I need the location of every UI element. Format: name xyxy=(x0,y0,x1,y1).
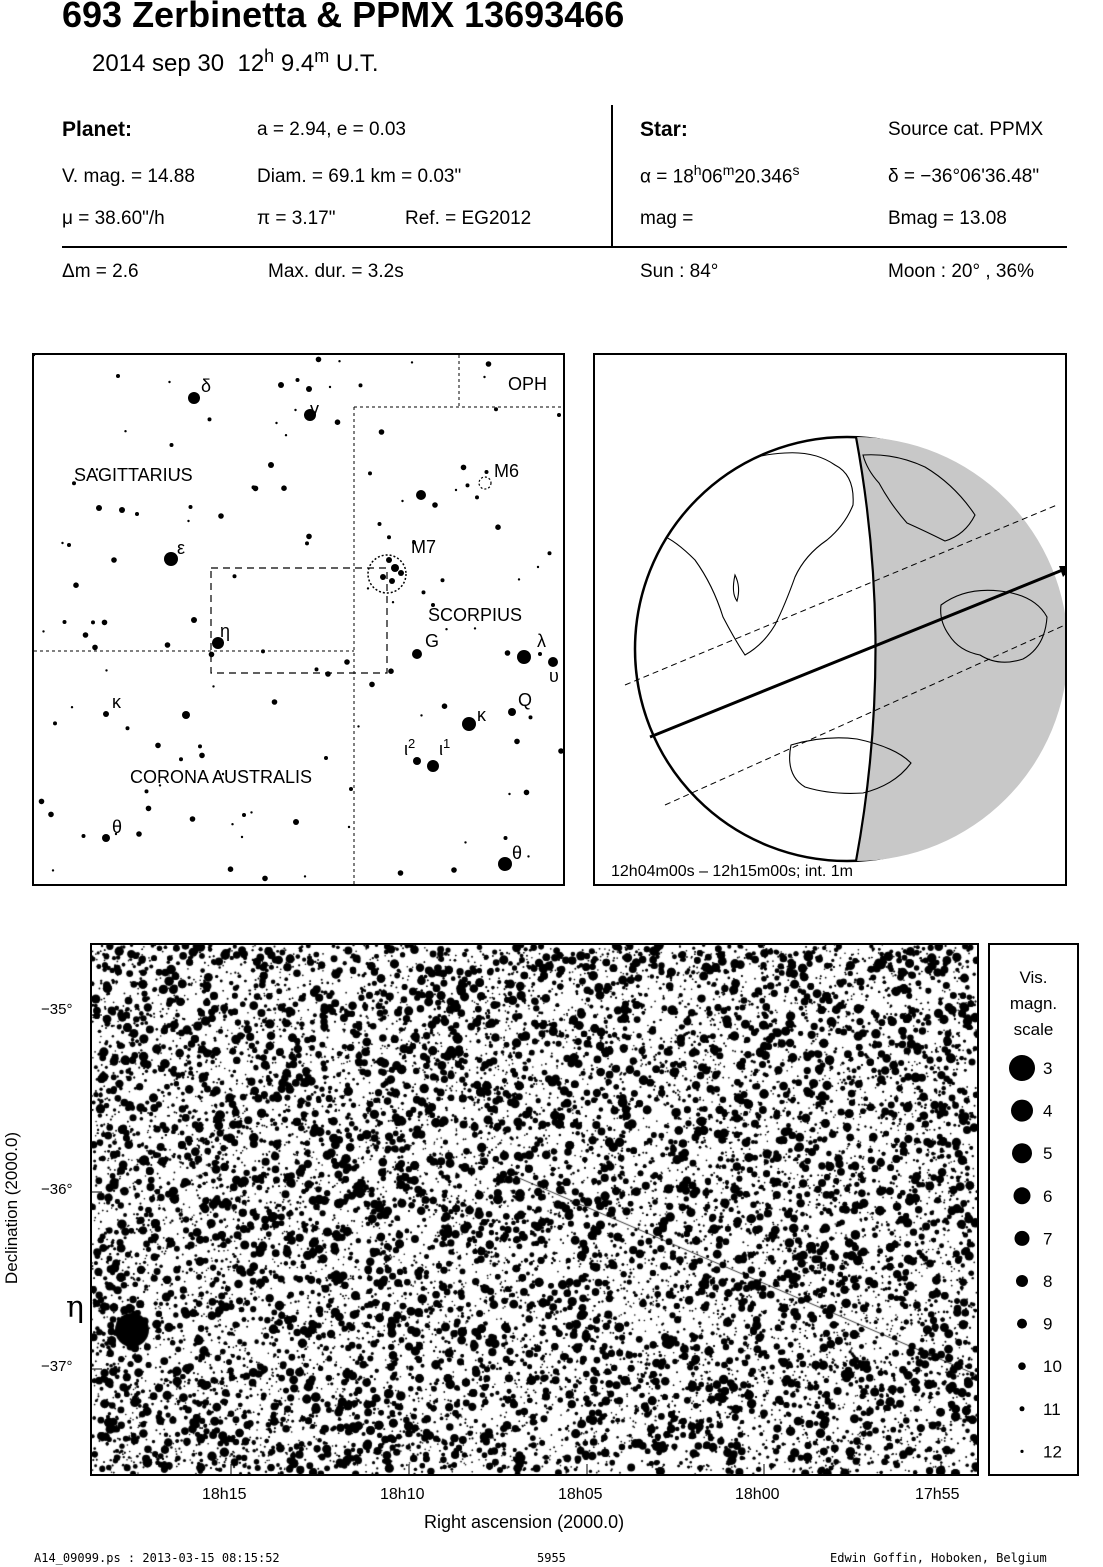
label-theta-cra: θ xyxy=(112,817,123,837)
label-lambda-sco: λ xyxy=(537,631,546,651)
finder-star xyxy=(558,748,563,754)
finder-star xyxy=(315,667,319,671)
finder-star xyxy=(367,587,369,589)
scale-dots xyxy=(990,945,1077,1474)
star-chart-overlay xyxy=(92,945,977,1474)
finder-star xyxy=(508,708,516,716)
finder-star xyxy=(504,836,508,840)
finder-star xyxy=(188,392,200,404)
footer-author: Edwin Goffin, Hoboken, Belgium xyxy=(830,1551,1047,1565)
x-tick-label-18h00: 18h00 xyxy=(735,1486,780,1503)
finder-star xyxy=(329,386,331,388)
finder-star xyxy=(398,570,404,576)
finder-star xyxy=(514,739,520,745)
scale-dot xyxy=(1014,1187,1031,1204)
finder-star xyxy=(92,645,98,651)
planet-mu: μ = 38.60"/h xyxy=(62,208,165,229)
finder-star xyxy=(164,552,178,566)
finder-star xyxy=(464,841,466,843)
label-theta-sco: θ xyxy=(512,843,523,863)
star-alpha xyxy=(640,162,800,188)
finder-star xyxy=(116,374,120,378)
finder-star xyxy=(391,564,399,572)
chart-area-box xyxy=(211,568,387,673)
night-side-shade xyxy=(856,437,1065,861)
y-tick-label-36: −36° xyxy=(41,1181,73,1198)
finder-star xyxy=(146,806,152,812)
planet-parallax: π = 3.17" xyxy=(257,208,336,229)
label-epsilon-sgr: ε xyxy=(177,538,186,558)
scale-title-line1: Vis. xyxy=(1019,968,1048,987)
finder-star xyxy=(357,725,359,727)
finder-star xyxy=(485,470,489,474)
finder-chart-svg xyxy=(34,355,563,884)
star-mag: mag = xyxy=(640,208,694,229)
table-horizontal-rule xyxy=(62,246,1067,248)
finder-star xyxy=(272,699,278,705)
finder-star xyxy=(281,485,287,491)
finder-star xyxy=(119,507,125,513)
finder-star xyxy=(231,823,233,825)
label-gamma-sgr: γ xyxy=(310,399,319,419)
finder-star xyxy=(388,668,394,674)
finder-star xyxy=(105,669,107,671)
finder-star xyxy=(348,826,350,828)
alpha-h-unit: h xyxy=(693,162,702,178)
scale-mag-label: 7 xyxy=(1043,1229,1053,1249)
magnitude-scale xyxy=(988,943,1079,1476)
finder-star xyxy=(189,505,193,509)
finder-star xyxy=(294,409,296,411)
finder-star xyxy=(529,715,533,719)
finder-star xyxy=(42,630,44,632)
finder-star xyxy=(422,590,426,594)
planet-orbit: a = 2.94, e = 0.03 xyxy=(257,119,406,140)
iota1-letter: ι xyxy=(439,739,443,759)
finder-star xyxy=(170,443,174,447)
scale-dot xyxy=(1015,1231,1030,1246)
finder-star xyxy=(398,870,404,876)
finder-star xyxy=(368,471,372,475)
planet-ref: Ref. = EG2012 xyxy=(405,208,532,229)
sun-elongation: Sun : 84° xyxy=(640,261,719,282)
footer-number: 5955 xyxy=(537,1551,566,1565)
finder-star xyxy=(182,711,190,719)
finder-star xyxy=(466,483,470,487)
alpha-h-value: α = 18 xyxy=(640,166,694,188)
iota2-letter: ι xyxy=(404,739,408,759)
y-tick-label-37: −37° xyxy=(41,1358,73,1375)
finder-star xyxy=(278,382,284,388)
globe-svg xyxy=(595,355,1065,884)
finder-star xyxy=(413,757,421,765)
finder-star xyxy=(359,383,363,387)
finder-star xyxy=(338,360,340,362)
finder-star xyxy=(63,620,67,624)
scale-title-line2: magn. xyxy=(1009,994,1058,1013)
finder-star xyxy=(136,831,142,837)
finder-star xyxy=(325,671,331,677)
finder-star xyxy=(135,512,139,516)
finder-star xyxy=(505,650,511,656)
delta-magnitude: Δm = 2.6 xyxy=(62,261,139,282)
finder-star xyxy=(316,357,322,363)
label-eta-sgr: η xyxy=(220,621,231,641)
finder-star xyxy=(344,659,350,665)
scale-mag-label: 11 xyxy=(1043,1399,1061,1419)
finder-star xyxy=(91,620,95,624)
finder-star xyxy=(53,721,57,725)
finder-star xyxy=(34,355,35,356)
finder-star xyxy=(191,617,197,623)
finder-star xyxy=(208,417,212,421)
finder-star xyxy=(486,361,492,367)
star-chart xyxy=(90,943,979,1476)
finder-star xyxy=(285,434,287,436)
finder-star xyxy=(155,743,161,749)
alpha-m-value: 06 xyxy=(701,166,723,188)
label-kappa-cra: κ xyxy=(112,692,121,712)
finder-star xyxy=(218,513,224,519)
alpha-s-unit: s xyxy=(792,162,800,178)
finder-star xyxy=(462,717,476,731)
finder-star xyxy=(102,620,108,626)
finder-star xyxy=(212,685,214,687)
finder-star xyxy=(145,789,149,793)
finder-star xyxy=(379,429,385,435)
event-datetime xyxy=(92,46,379,78)
label-q-sco: Q xyxy=(518,690,533,710)
label-iota1-sco xyxy=(439,736,450,759)
finder-star xyxy=(250,811,252,813)
planet-diameter: Diam. = 69.1 km = 0.03" xyxy=(257,166,462,187)
iota1-index: 1 xyxy=(443,736,451,751)
label-delta-sgr: δ xyxy=(201,376,212,396)
eta-label: η xyxy=(66,1290,84,1325)
finder-star xyxy=(61,542,63,544)
finder-star xyxy=(483,376,485,378)
object-m6: M6 xyxy=(494,461,520,481)
constellation-scorpius: SCORPIUS xyxy=(428,605,523,625)
finder-star xyxy=(378,522,382,526)
finder-star xyxy=(275,422,277,424)
finder-star xyxy=(261,649,265,653)
scale-dot xyxy=(1011,1100,1033,1122)
footer-file: A14_09099.ps : 2013-03-15 08:15:52 xyxy=(34,1551,280,1565)
finder-star xyxy=(498,857,512,871)
minute-unit: m xyxy=(314,46,330,66)
finder-star xyxy=(293,819,299,825)
scale-mag-label: 4 xyxy=(1043,1101,1053,1121)
finder-star xyxy=(304,875,306,877)
y-tick-label-35: −35° xyxy=(41,1001,73,1018)
finder-star xyxy=(494,407,498,411)
star-bmag: Bmag = 13.08 xyxy=(888,208,1007,229)
finder-star xyxy=(126,726,130,730)
finder-star xyxy=(537,566,539,568)
finder-star xyxy=(306,534,312,540)
finder-star xyxy=(252,485,256,489)
finder-star xyxy=(369,682,375,688)
finder-star xyxy=(392,601,394,603)
scale-dot xyxy=(1020,1450,1023,1453)
x-tick-label-17h55: 17h55 xyxy=(915,1486,960,1503)
page-title: 693 Zerbinetta & PPMX 13693466 xyxy=(62,0,625,35)
finder-star xyxy=(296,378,300,382)
scale-dot xyxy=(1012,1143,1032,1163)
finder-star xyxy=(262,876,268,882)
moon-info: Moon : 20° , 36% xyxy=(888,261,1034,282)
finder-star xyxy=(557,413,561,417)
finder-star xyxy=(527,855,529,857)
finder-star xyxy=(165,642,171,648)
finder-star xyxy=(380,574,386,580)
star-source: Source cat. PPMX xyxy=(888,119,1044,140)
finder-star xyxy=(228,866,234,872)
finder-star xyxy=(124,430,126,432)
finder-star xyxy=(538,652,542,656)
scale-mag-label: 12 xyxy=(1043,1442,1062,1462)
finder-star xyxy=(442,703,448,709)
finder-star xyxy=(461,465,467,471)
globe-caption: 12h04m00s – 12h15m00s; int. 1m xyxy=(611,863,853,880)
m6-cluster-marker xyxy=(479,477,491,489)
planet-vmag: V. mag. = 14.88 xyxy=(62,166,195,187)
finder-star xyxy=(48,812,54,818)
finder-star xyxy=(475,495,479,499)
globe-panel xyxy=(593,353,1067,886)
event-date: 2014 sep 30 xyxy=(92,50,225,77)
scale-title-line3: scale xyxy=(1013,1020,1054,1039)
finder-star xyxy=(73,582,79,588)
finder-star xyxy=(455,489,457,491)
finder-star xyxy=(83,632,89,638)
finder-star xyxy=(524,790,530,796)
max-duration: Max. dur. = 3.2s xyxy=(268,261,404,282)
finder-star xyxy=(102,834,110,842)
hour-unit: h xyxy=(264,46,275,66)
label-g-sco: G xyxy=(425,631,440,651)
finder-star xyxy=(386,557,392,563)
label-upsilon-sco: υ xyxy=(549,666,559,686)
finder-star xyxy=(209,652,215,658)
finder-star xyxy=(518,578,520,580)
finder-star xyxy=(52,869,54,871)
x-tick-label-18h10: 18h10 xyxy=(380,1486,425,1503)
star-delta: δ = −36°06'36.48" xyxy=(888,166,1040,187)
event-minute: 9.4 xyxy=(280,50,315,77)
finder-star xyxy=(495,524,501,530)
x-tick-label-18h05: 18h05 xyxy=(558,1486,603,1503)
finder-star xyxy=(427,760,439,772)
finder-star xyxy=(199,753,205,759)
event-hour: 12 xyxy=(237,50,265,77)
finder-star xyxy=(190,816,196,822)
finder-star xyxy=(389,578,395,584)
finder-star xyxy=(387,535,391,539)
finder-star xyxy=(71,706,73,708)
constellation-corona-australis: CORONA AUSTRALIS xyxy=(130,767,313,787)
scale-mag-label: 8 xyxy=(1043,1272,1053,1291)
finder-star xyxy=(233,574,237,578)
scale-mag-label: 5 xyxy=(1043,1144,1053,1164)
finder-star xyxy=(412,649,422,659)
finder-star xyxy=(103,711,109,717)
finder-star xyxy=(349,787,353,791)
finder-star xyxy=(242,813,246,817)
time-suffix: U.T. xyxy=(335,50,379,77)
finder-star xyxy=(474,627,476,629)
finder-star xyxy=(305,541,309,545)
finder-star xyxy=(111,557,117,563)
scale-dot xyxy=(1016,1275,1028,1287)
finder-star xyxy=(241,836,243,838)
finder-star xyxy=(187,520,189,522)
x-tick-label-18h15: 18h15 xyxy=(202,1486,247,1503)
scale-mag-label: 3 xyxy=(1043,1059,1053,1078)
scale-dot xyxy=(1020,1406,1025,1411)
finder-star xyxy=(96,505,102,511)
finder-star xyxy=(411,361,413,363)
planet-heading: Planet: xyxy=(62,118,133,141)
y-axis-label: Declination (2000.0) xyxy=(2,1131,21,1285)
finder-star xyxy=(168,381,170,383)
object-m7: M7 xyxy=(411,537,437,557)
alpha-s-value: 20.346 xyxy=(734,166,793,188)
label-kappa-sco: κ xyxy=(477,705,486,725)
finder-star xyxy=(306,386,312,392)
finder-star xyxy=(335,419,341,425)
finder-star xyxy=(198,744,202,748)
constellation-ophiuchus: OPH xyxy=(508,374,548,394)
finder-star xyxy=(420,714,422,716)
finder-star xyxy=(517,650,531,664)
alpha-m-unit: m xyxy=(722,162,735,178)
finder-star xyxy=(39,799,45,805)
table-vertical-rule xyxy=(611,105,613,247)
finder-star xyxy=(432,502,438,508)
finder-star xyxy=(441,578,445,582)
iota2-index: 2 xyxy=(408,736,416,751)
scale-dot xyxy=(1018,1362,1026,1370)
finder-chart xyxy=(32,353,565,886)
finder-star xyxy=(82,834,86,838)
finder-star xyxy=(445,628,447,630)
finder-star xyxy=(548,551,552,555)
constellation-sagittarius: SAGITTARIUS xyxy=(74,465,193,485)
finder-star xyxy=(416,490,426,500)
finder-star xyxy=(179,757,183,761)
finder-star xyxy=(67,543,71,547)
finder-star xyxy=(508,793,510,795)
x-axis-label: Right ascension (2000.0) xyxy=(424,1512,625,1532)
scale-mag-label: 10 xyxy=(1043,1357,1062,1377)
scale-dot xyxy=(1017,1319,1027,1329)
scale-mag-label: 6 xyxy=(1043,1186,1053,1206)
star-heading: Star: xyxy=(640,118,688,141)
finder-star xyxy=(451,867,457,873)
label-iota2-sco xyxy=(404,736,415,759)
finder-star xyxy=(324,756,328,760)
finder-star xyxy=(268,462,274,468)
finder-star xyxy=(401,500,403,502)
scale-dot xyxy=(1009,1055,1035,1081)
scale-mag-label: 9 xyxy=(1043,1314,1053,1334)
